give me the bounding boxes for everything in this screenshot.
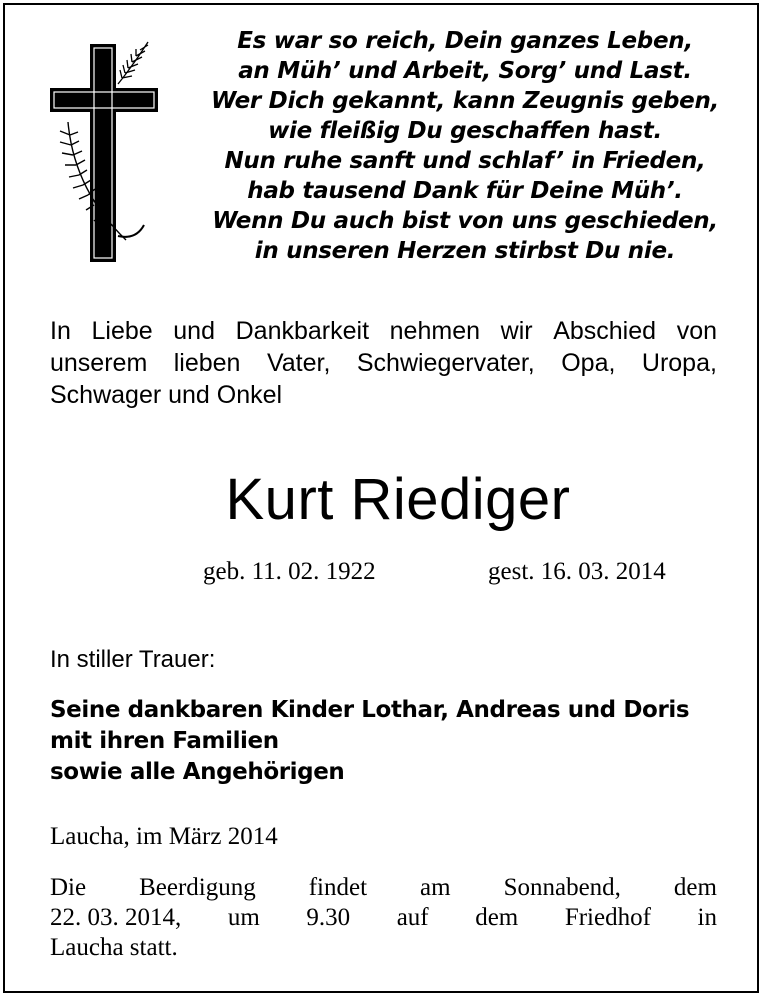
mourners-list [50,695,689,788]
funeral-word: in [697,904,717,931]
funeral-word: am [420,874,451,901]
intro-word: Uropa, [641,349,717,377]
funeral-word: 9.30 [306,904,351,931]
intro-word: Vater, [266,349,331,377]
funeral-line-2 [50,903,717,933]
intro-line-2 [50,347,717,379]
mourners-line: Seine dankbaren Kinder Lothar, Andreas und Doris [50,697,690,723]
funeral-word: Beerdigung [139,874,256,901]
intro-word: und [173,317,215,345]
funeral-word: 22. 03. 2014, [50,904,182,931]
funeral-word: dem [673,874,717,901]
intro-word: nehmen [389,317,481,345]
intro-word: Liebe [91,317,153,345]
intro-line-1 [50,315,717,347]
mourning-label: In stiller Trauer: [50,646,216,673]
farewell-intro [50,315,717,411]
poem-line: an Müh’ und Arbeit, Sorg’ und Last. [238,58,692,84]
intro-line-3: Schwager und Onkel [50,381,283,409]
funeral-word: findet [308,874,368,901]
poem-line: in unseren Herzen stirbst Du nie. [254,238,676,264]
mourners-line: mit ihren Familien [50,728,279,754]
intro-word: Abschied [553,317,657,345]
funeral-word: Die [50,874,87,901]
poem-line: Wer Dich gekannt, kann Zeugnis geben, [211,88,719,114]
place-and-date: Laucha, im März 2014 [50,823,278,850]
funeral-word: auf [396,904,429,931]
poem-line: hab tausend Dank für Deine Müh’. [247,178,683,204]
funeral-word: Sonnabend, [503,874,621,901]
intro-word: Dankbarkeit [235,317,370,345]
birth-date: geb. 11. 02. 1922 [203,558,376,585]
deceased-name: Kurt Riediger [225,467,571,532]
mourners-line: sowie alle Angehörigen [50,759,345,785]
funeral-line-3: Laucha statt. [50,934,178,961]
palm-frond-top [118,42,148,84]
funeral-info [50,873,717,963]
memorial-poem [190,26,740,266]
intro-word: In [50,317,71,345]
funeral-word: um [227,904,260,931]
intro-word: Schwiegervater, [356,349,535,377]
poem-line: Wenn Du auch bist von uns geschieden, [212,208,718,234]
poem-line: Es war so reich, Dein ganzes Leben, [237,28,693,54]
poem-line: wie fleißig Du geschaffen hast. [268,118,662,144]
intro-word: wir [500,317,533,345]
intro-word: von [676,317,717,345]
funeral-line-1 [50,873,717,903]
intro-word: lieben [173,349,241,377]
intro-word: unserem [50,349,148,377]
death-date: gest. 16. 03. 2014 [488,558,666,585]
funeral-word: Friedhof [564,904,651,931]
poem-line: Nun ruhe sanft und schlaf’ in Frieden, [224,148,706,174]
cross-with-palm-icon [48,40,163,265]
funeral-word: dem [475,904,519,931]
intro-word: Opa, [561,349,616,377]
